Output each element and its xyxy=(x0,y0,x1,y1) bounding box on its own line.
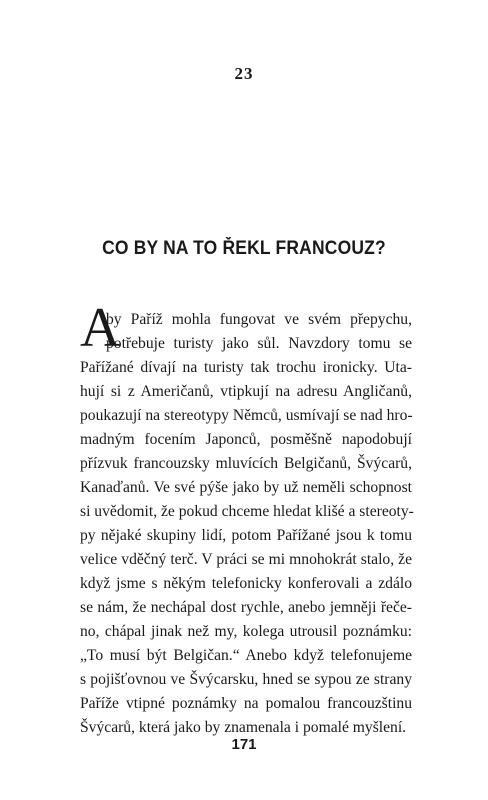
text-line: by Paříž mohla fungovat ve svém přepychu, xyxy=(106,311,412,328)
text-line: poukazují na stereotypy Němců, usmívají se nad hro- xyxy=(80,407,413,424)
text-line: velice vděčný terč. V práci se mi mnohokrát stalo, že xyxy=(80,551,412,568)
text-line: hují si z Američanů, vtipkují na adresu Angličanů, xyxy=(80,383,412,400)
text-line: no, chápal jinak než my, kolega utrousil poznámku: xyxy=(80,623,412,640)
text-line: se nám, že nechápal dost rychle, anebo jemněji řeče- xyxy=(80,599,412,616)
text-line: s pojišťovnou ve Švýcarsku, hned se sypou ze strany xyxy=(80,671,412,688)
text-line: py nějaké skupiny lidí, potom Pařížané jsou k tomu xyxy=(80,527,412,544)
text-line: Švýcarů, která jako by znamenala i pomalé myšlení. xyxy=(80,719,407,736)
text-line: Kanaďanů. Ve své pýše jako by už neměli schopnost xyxy=(80,479,412,496)
text-line: přízvuk francouzsky mluvících Belgičanů, Švýcarů, xyxy=(80,455,412,472)
page-number: 171 xyxy=(231,736,257,753)
drop-cap: A xyxy=(80,297,121,359)
chapter-number: 23 xyxy=(234,64,254,83)
text-line: si uvědomit, že pokud chceme hledat klišé a stereoty- xyxy=(80,503,414,520)
body-text xyxy=(80,308,412,740)
text-line: potřebuje turisty jako sůl. Navzdory tomu se xyxy=(106,335,412,352)
text-line: Paříže vtipné poznámky na pomalou francouzštinu xyxy=(80,695,412,712)
text-line: „To musí být Belgičan.“ Anebo když telefonujeme xyxy=(80,647,412,664)
chapter-title: CO BY NA TO ŘEKL FRANCOUZ? xyxy=(102,238,386,259)
text-line: když jsme s někým telefonicky konferovali a zdálo xyxy=(80,575,412,592)
text-line: madným focením Japonců, posměšně napodobují xyxy=(80,431,412,448)
text-line: Pařížané dívají na turisty tak trochu ironicky. Uta- xyxy=(80,359,412,376)
